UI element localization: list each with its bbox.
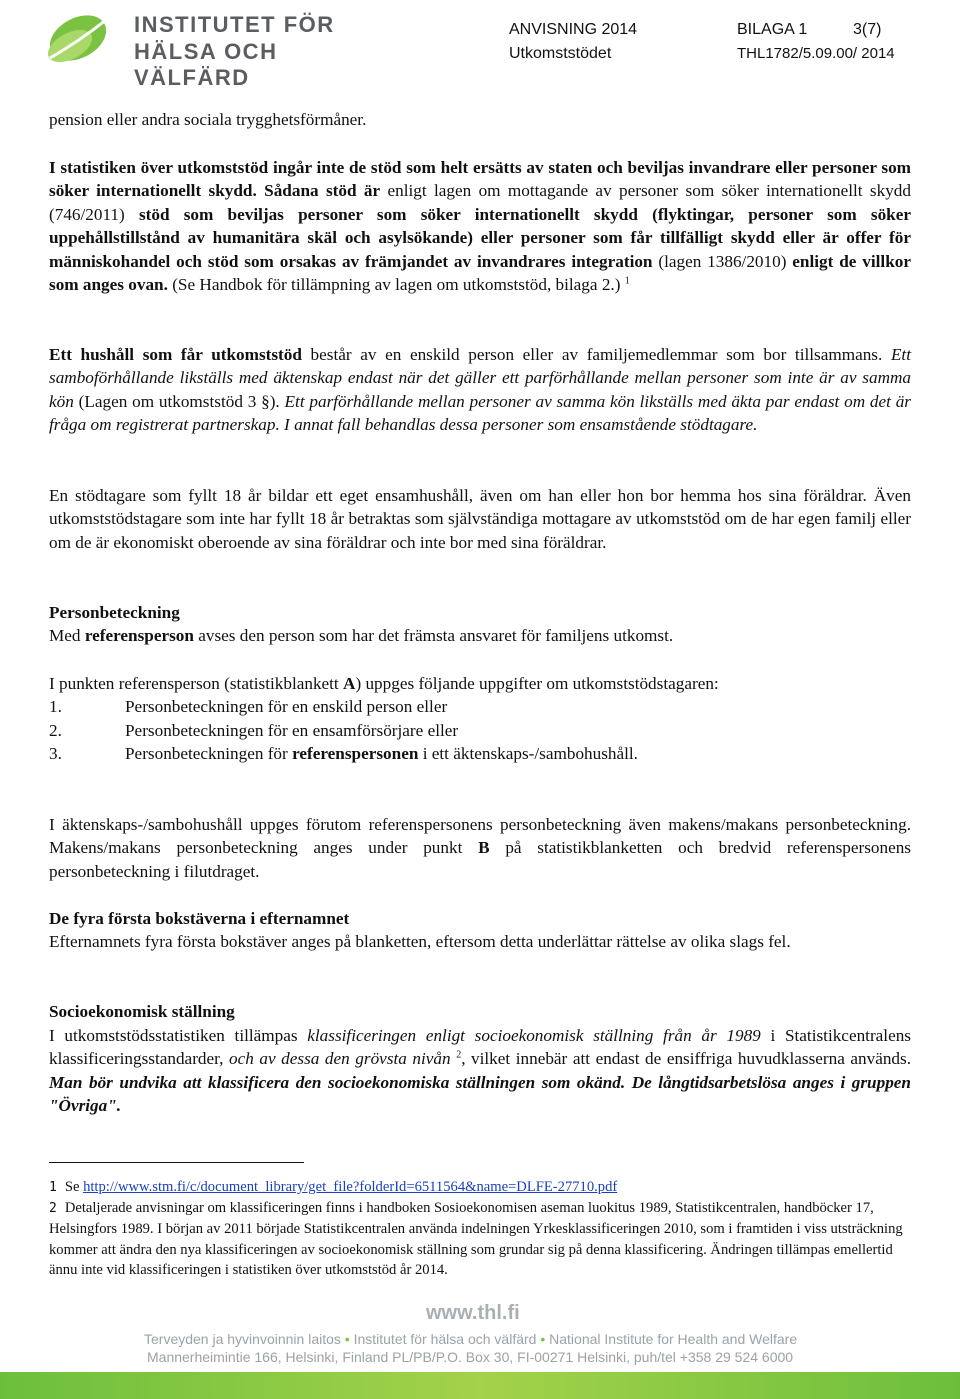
footnote-divider (49, 1162, 304, 1163)
list-number: 2. (49, 721, 62, 740)
org-name-line2: HÄLSA OCH VÄLFÄRD (134, 39, 278, 90)
thl-logo (40, 6, 380, 90)
footnote-ref: 2 (456, 1049, 462, 1061)
list-text: i ett äktenskaps-/sambohushåll. (418, 744, 638, 763)
text: på statistikblanketten och bredvid referenspersonens personbeteckning i filutdraget. (49, 838, 911, 881)
bold-text: referenspersonen (292, 744, 419, 763)
footnote-1 (49, 1177, 911, 1198)
paragraph-socioeconomic (49, 1024, 911, 1118)
list-number: 1. (49, 697, 62, 716)
footnote-text: Detaljerade anvisningar om klassificeringen finns i handboken Sosioekonomisen aseman luokitus 1989, Statistikcentralen, handböcker 17, Helsingfors 1989. I början av 2011 började Statistikcentralen använda indelningen Yrkesklassificeringen 2010, som i framtiden i viss utsträckning kommer att ändra den nya klassificeringen av socioekonomisk ställning som grundar sig på denna klassificering. Ändringen tillämpas emellertid ännu inte vid klassificeringen i statistiken över utkomststöd år 2014. (49, 1200, 903, 1279)
list-text: Personbeteckningen för (125, 744, 293, 763)
reference-number: THL1782/5.09.00/ 2014 (737, 45, 895, 62)
text: (lagen 1386/2010) (652, 251, 793, 271)
heading-socioeconomic: Socioekonomisk ställning (49, 1002, 235, 1021)
bold-text: referensperson (84, 626, 194, 645)
leaf-logo-icon (40, 6, 120, 66)
italic-text: klassificeringen enligt socioekonomisk ställning från år 1989 (307, 1026, 761, 1045)
org-name-line1: INSTITUTET FÖR (134, 12, 335, 37)
page-number: 3(7) (853, 21, 882, 38)
list-text: Personbeteckningen för en enskild person eller (125, 697, 448, 716)
text: I punkten referensperson (statistikblankett (49, 674, 344, 693)
bullet-icon: • (344, 1331, 350, 1347)
footnote-ref: 1 (624, 275, 630, 287)
list-item (49, 719, 911, 742)
footnote-link[interactable]: http://www.stm.fi/c/document_library/get_file?folderId=6511564&name=DLFE-27710.pdf (83, 1179, 618, 1195)
attachment-label: BILAGA 1 (737, 21, 808, 38)
footnote-number: 2 (49, 1201, 57, 1216)
paragraph-form-a (49, 672, 911, 695)
text: ) uppges följande uppgifter om utkomststödstagaren: (355, 674, 719, 693)
text: I äktenskaps-/sambohushåll uppges förutom referenspersonens personbeteckning även makens/makans personbeteckning. Makens/makans personbeteckning anges under punkt (49, 815, 911, 858)
paragraph-household (49, 343, 911, 437)
text: enligt lagen om mottagande av personer som söker internationellt skydd (746/2011) (49, 181, 911, 224)
paragraph-reference-person (49, 624, 911, 647)
italic-text: Ett samboförhållande likställs med äktenskap endast när det gäller ett parförhållande mellan personer som inte är av samma kön (49, 345, 911, 411)
paragraph-statistics-exclusions (49, 156, 911, 296)
text: Med (49, 626, 85, 645)
list-number: 3. (49, 744, 62, 763)
paragraph-surname: Efternamnets fyra första bokstäver anges på blanketten, eftersom detta underlättar rättelse av olika slags fel. (49, 932, 791, 951)
italic-text: och av dessa den grövsta nivån (229, 1049, 451, 1069)
bold-text: B (478, 838, 490, 858)
text: avses den person som har det främsta ansvaret för familjens utkomst. (193, 626, 674, 645)
text: , vilket innebär att endast de ensiffriga huvudklasserna används. (461, 1049, 912, 1069)
text: I utkomststödsstatistiken tillämpas (49, 1026, 308, 1045)
bold-text: stöd som beviljas personer som söker internationellt skydd (flyktingar, personer som söker uppehållstillstånd av humanitära skäl och asylsökande) eller personer som får tillfälligt skydd eller är offer för människohandel och stöd som orsakas av främjandet av invandrares integration (49, 204, 911, 271)
heading-personbeteckning: Personbeteckning (49, 603, 180, 622)
footer-name-en: National Institute for Health and Welfare (549, 1331, 798, 1347)
text: (Se Handbok för tillämpning av lagen om utkomststöd, bilaga 2.) (167, 275, 621, 295)
footnote-number: 1 (49, 1180, 57, 1195)
footer-name-fi: Terveyden ja hyvinvoinnin laitos (144, 1331, 341, 1347)
italic-text: Ett parförhållande mellan personer av samma kön likställs med äkta par endast om det är fråga om registrerat partnerskap. I annat fall behandlas dessa personer som ensamstående stödtagare. (49, 391, 911, 435)
bold-italic-text: Man bör undvika att klassificera den socioekonomiska ställningen som okänd. De långtidsarbetslösa anges i gruppen "Övriga". (49, 1072, 911, 1116)
text: (Lagen om utkomststöd 3 §). (73, 391, 285, 411)
list-text: Personbeteckningen för en ensamförsörjare eller (125, 721, 459, 740)
bold-text: enligt de villkor som anges ovan. (49, 251, 911, 295)
heading-surname: De fyra första bokstäverna i efternamnet (49, 909, 350, 928)
text: består av en enskild person eller av familjemedlemmar som bor tillsammans. (301, 345, 891, 364)
doc-type: ANVISNING 2014 (509, 21, 638, 38)
footer-name-sv: Institutet för hälsa och välfärd (353, 1331, 537, 1347)
bold-text: I statistiken över utkomststöd ingår inte de stöd som helt ersätts av staten och beviljas invandrare eller personer som söker internationellt skydd. Sådana stöd är (49, 158, 911, 201)
list-item (49, 742, 911, 765)
bullet-icon: • (540, 1331, 546, 1347)
text: i Statistikcentralens klassificeringsstandarder, (49, 1026, 911, 1069)
doc-subtitle: Utkomststödet (509, 45, 612, 62)
paragraph-pension: pension eller andra sociala trygghetsförmåner. (49, 110, 367, 129)
list-item (49, 695, 911, 718)
bold-text: Ett hushåll som får utkomststöd (49, 345, 302, 364)
footnote-text: Se (64, 1179, 84, 1195)
bold-text: A (343, 674, 356, 693)
paragraph-spouse (49, 813, 911, 883)
paragraph-recipient-age: En stödtagare som fyllt 18 år bildar ett eget ensamhushåll, även om han eller hon bor hemma hos sina föräldrar. Även utkomststödstagare som inte har fyllt 18 år betraktas som självständiga mottagare av utkomststöd om de har egen familj eller om de är ekonomiskt oberoende av sina föräldrar och inte bor med sina föräldrar. (49, 486, 911, 552)
footnote-2 (49, 1198, 911, 1281)
footer-url: www.thl.fi (426, 1302, 520, 1324)
footer-bar (0, 1372, 960, 1399)
footer-address: Mannerheimintie 166, Helsinki, Finland PL/PB/P.O. Box 30, FI-00271 Helsinki, puh/tel +358 29 524 6000 (147, 1349, 794, 1365)
footer-institute-names (144, 1331, 797, 1347)
